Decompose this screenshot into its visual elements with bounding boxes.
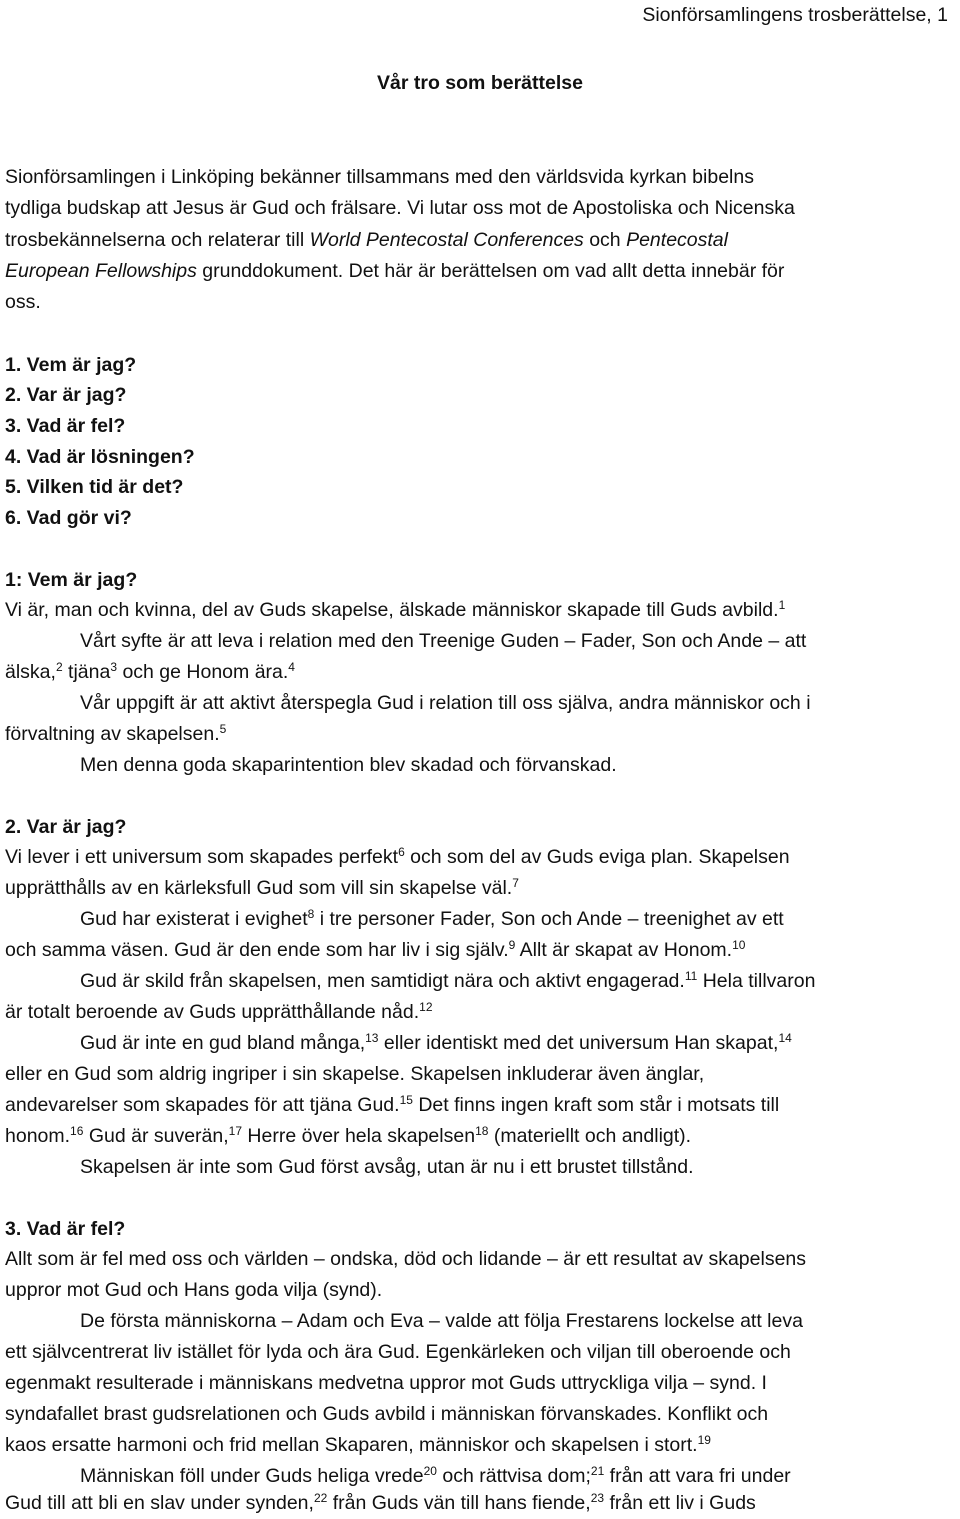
toc-item: 1. Vem är jag? xyxy=(5,354,137,376)
toc-item: 6. Vad gör vi? xyxy=(5,507,132,529)
footnote-ref: 21 xyxy=(590,1464,605,1478)
footnote-ref: 22 xyxy=(313,1491,328,1505)
body-line: förvaltning av skapelsen.$^5$ xyxy=(5,722,227,745)
wpc-name: World Pentecostal Conferences xyxy=(309,229,584,251)
document-title: Vår tro som berättelse xyxy=(377,72,583,94)
intro-line: tydliga budskap att Jesus är Gud och frälsare. Vi lutar oss mot de Apostoliska och Nicenska xyxy=(5,197,795,219)
footnote-ref: 5 xyxy=(219,722,227,736)
footnote-ref: 20 xyxy=(423,1464,437,1478)
body-line: Gud är inte en gud bland många,$^{13}$ eller identiskt med det universum Han skapat,$^{14}$ xyxy=(80,1031,792,1054)
body-line: kaos ersatte harmoni och frid mellan Skaparen, människor och skapelsen i stort.$^{19}$ xyxy=(5,1433,711,1456)
footnote-ref: 3 xyxy=(110,660,118,674)
footnote-ref: 7 xyxy=(512,876,519,890)
footnote-ref: 8 xyxy=(307,907,315,921)
body-line: Allt som är fel med oss och världen – ondska, död och lidande – är ett resultat av skapelsens xyxy=(5,1248,807,1270)
running-header: Sionförsamlingens trosberättelse, 1 xyxy=(642,4,948,26)
body-line: älska,$^2$ tjäna$^3$ och ge Honom ära.$^4$ xyxy=(5,660,295,683)
section-heading: 1: Vem är jag? xyxy=(5,569,138,591)
body-line: Gud har existerat i evighet$^8$ i tre personer Fader, Son och Ande – treenighet av ett xyxy=(80,907,784,930)
toc-item: 4. Vad är lösningen? xyxy=(5,446,195,468)
footnote-ref: 9 xyxy=(508,938,516,952)
footnote-ref: 15 xyxy=(399,1093,413,1107)
body-line: uppror mot Gud och Hans goda vilja (synd). xyxy=(5,1279,383,1301)
body-line: honom.$^{16}$ Gud är suverän,$^{17}$ Herre över hela skapelsen$^{18}$ (materiellt och andligt). xyxy=(5,1124,692,1147)
footnote-ref: 14 xyxy=(778,1031,792,1045)
toc-item: 3. Vad är fel? xyxy=(5,415,126,437)
footnote-ref: 11 xyxy=(684,969,698,983)
body-line: Vår uppgift är att aktivt återspegla Gud i relation till oss själva, andra människor och i xyxy=(80,692,811,714)
body-line: och samma väsen. Gud är den ende som har liv i sig själv.$^9$ Allt är skapat av Honom.$^{10}$ xyxy=(5,938,746,961)
body-line: egenmakt resulterade i människans medvetna uppror mot Guds uttryckliga vilja – synd. I xyxy=(5,1372,767,1394)
body-line: är totalt beroende av Guds upprätthållande nåd.$^{12}$ xyxy=(5,1000,433,1023)
footnote-ref: 6 xyxy=(398,845,405,859)
intro-line: trosbekännelserna och relaterar till World Pentecostal Conferences och Pentecostal xyxy=(5,229,728,251)
intro-line: European Fellowships grunddokument. Det här är berättelsen om vad allt detta innebär för xyxy=(5,260,785,282)
body-line: Människan föll under Guds heliga vrede$^{20}$ och rättvisa dom;$^{21}$ från att vara fri under xyxy=(80,1464,791,1487)
body-line: Vårt syfte är att leva i relation med den Treenige Guden – Fader, Son och Ande – att xyxy=(80,630,807,652)
footnote-ref: 4 xyxy=(288,660,295,674)
body-line: upprätthålls av en kärleksfull Gud som vill sin skapelse väl.$^7$ xyxy=(5,876,519,899)
body-line: De första människorna – Adam och Eva – valde att följa Frestarens lockelse att leva xyxy=(80,1310,803,1332)
pef-name-part1: Pentecostal xyxy=(626,229,728,251)
footnote-ref: 17 xyxy=(228,1124,243,1138)
body-line: eller en Gud som aldrig ingriper i sin skapelse. Skapelsen inkluderar även änglar, xyxy=(5,1063,705,1085)
footnote-ref: 10 xyxy=(732,938,746,952)
body-line: Vi lever i ett universum som skapades perfekt$^6$ och som del av Guds eviga plan. Skapelsen xyxy=(5,845,790,868)
section-heading: 2. Var är jag? xyxy=(5,816,127,838)
intro-line: oss. xyxy=(5,291,41,313)
section-heading: 3. Vad är fel? xyxy=(5,1218,126,1240)
body-line: Gud är skild från skapelsen, men samtidigt nära och aktivt engagerad.$^{11}$ Hela tillvaron xyxy=(80,969,816,992)
body-line: Skapelsen är inte som Gud först avsåg, utan är nu i ett brustet tillstånd. xyxy=(80,1156,694,1178)
pef-name-part2: European Fellowships xyxy=(5,260,197,282)
body-line: syndafallet brast gudsrelationen och Guds avbild i människan förvanskades. Konflikt och xyxy=(5,1403,769,1425)
body-line: andevarelser som skapades för att tjäna Gud.$^{15}$ Det finns ingen kraft som står i motsats till xyxy=(5,1093,780,1116)
body-line: Gud till att bli en slav under synden,$^{22}$ från Guds vän till hans fiende,$^{23}$ från ett liv i Guds xyxy=(5,1491,756,1514)
footnote-ref: 18 xyxy=(475,1124,489,1138)
toc-item: 2. Var är jag? xyxy=(5,384,127,406)
footnote-ref: 23 xyxy=(590,1491,605,1505)
body-line: Vi är, man och kvinna, del av Guds skapelse, älskade människor skapade till Guds avbild.$^1$ xyxy=(5,598,786,621)
footnote-ref: 19 xyxy=(697,1433,711,1447)
intro-line: Sionförsamlingen i Linköping bekänner tillsammans med den världsvida kyrkan bibelns xyxy=(5,166,754,188)
footnote-ref: 1 xyxy=(778,598,786,612)
body-line: ett självcentrerat liv istället för lyda och ära Gud. Egenkärleken och viljan till oberoende och xyxy=(5,1341,791,1363)
footnote-ref: 13 xyxy=(365,1031,379,1045)
footnote-ref: 2 xyxy=(55,660,63,674)
toc-item: 5. Vilken tid är det? xyxy=(5,476,184,498)
body-line: Men denna goda skaparintention blev skadad och förvanskad. xyxy=(80,754,617,776)
footnote-ref: 16 xyxy=(70,1124,84,1138)
footnote-ref: 12 xyxy=(419,1000,433,1014)
